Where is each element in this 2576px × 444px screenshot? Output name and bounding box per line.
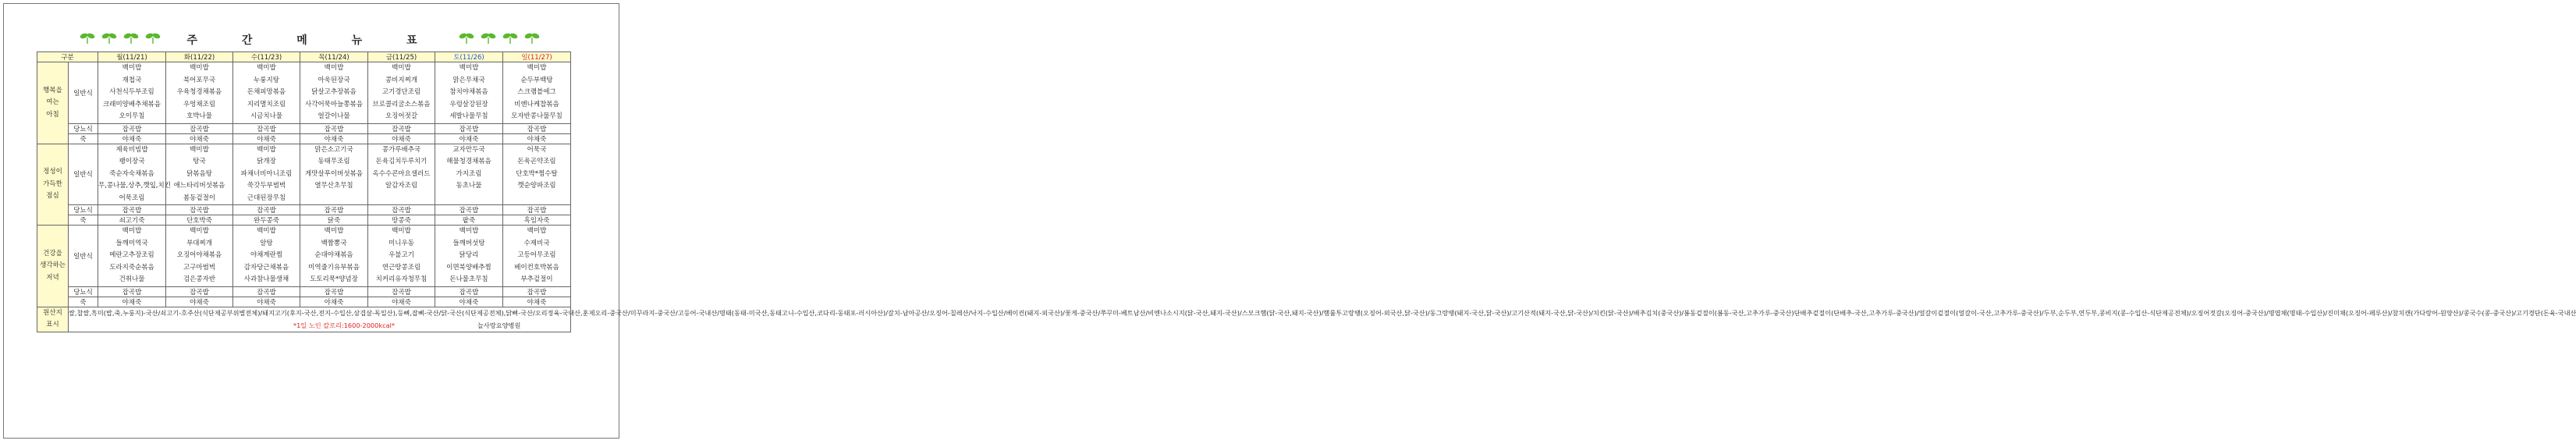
breakfast-sun-porridge: 야채죽 (503, 133, 571, 144)
dinner-tue-menu (166, 226, 233, 287)
dinner-fri-porridge: 야채죽 (368, 297, 435, 307)
menu-item: 야채계란찜 (250, 251, 283, 259)
breakfast-thu-diabetic: 잡곡밥 (300, 123, 368, 133)
menu-item: 어묵조림 (119, 194, 145, 202)
dinner-wed-diabetic: 잡곡밥 (233, 286, 300, 297)
breakfast-mon-menu (98, 62, 166, 124)
menu-item: 도라지죽순볶음 (109, 263, 154, 272)
lunch-wed-diabetic: 잡곡밥 (233, 205, 300, 215)
menu-item: 크래미양배추채볶음 (103, 100, 161, 108)
page-title: 주 간 메 뉴 표 (186, 34, 438, 47)
menu-item: 백미밥 (324, 64, 344, 72)
menu-item: 백미밥 (324, 227, 344, 235)
breakfast-sat-diabetic: 잡곡밥 (435, 123, 503, 133)
menu-item: 백미밥 (257, 227, 276, 235)
menu-item: 죽순자숙채볶음 (109, 169, 154, 178)
dinner-wed-menu (233, 226, 300, 287)
menu-item: 제육비빔밥 (115, 145, 148, 154)
menu-item: 우불고기 (389, 251, 414, 259)
breakfast-wed-diabetic: 잡곡밥 (233, 123, 300, 133)
breakfast-fri-menu (368, 62, 435, 124)
menu-item: 봄동겉절이 (183, 194, 216, 202)
menu-item: 백미밥 (122, 64, 142, 72)
breakfast-tue-menu (166, 62, 233, 124)
menu-item: 열무산초무침 (314, 182, 353, 190)
day-header-wed: 수(11/23) (233, 52, 300, 62)
calorie-note: *1일 노인 칼로리:1600-2000kcal* (293, 321, 395, 329)
menu-item: 닭당리 (459, 251, 479, 259)
porridge-diet-label: 죽 (69, 215, 98, 226)
lunch-tue-diabetic: 잡곡밥 (166, 205, 233, 215)
day-header-tue: 화(11/22) (166, 52, 233, 62)
lunch-mon-porridge: 쇠고기죽 (98, 215, 166, 226)
lunch-sun-diabetic: 잡곡밥 (503, 205, 571, 215)
day-header-mon: 월(11/21) (98, 52, 166, 62)
menu-item: 미니우동 (389, 239, 414, 247)
menu-body (37, 62, 2576, 332)
general-diet-label: 일반식 (69, 226, 98, 287)
lunch-sat-diabetic: 잡곡밥 (435, 205, 503, 215)
lunch-fri-porridge: 땅콩죽 (368, 215, 435, 226)
lunch-mon-diabetic: 잡곡밥 (98, 205, 166, 215)
menu-item: 도토리묵*양념장 (310, 275, 358, 283)
menu-item: 백미밥 (527, 227, 547, 235)
menu-item: 옥수수콘마요샐러드 (372, 169, 431, 178)
dinner-mon-diabetic: 잡곡밥 (98, 286, 166, 297)
menu-item: 오징어야채볶음 (176, 251, 222, 259)
dinner-sat-diabetic: 잡곡밥 (435, 286, 503, 297)
weekly-menu-table (37, 52, 2576, 332)
menu-item: 콩비지찌개 (385, 76, 418, 84)
origin-text: 쌀,찹쌀,흑미(밥,죽,누룽지)-국산/쇠고기-호주산(식단제공부위별전체)/돼지고기(후지-국산,전지-수입산,삼겹살-독일산),등뼈,잡뼈-국산/닭-국산(식단제공전체),닭뼈-국산/오리정육-국내산,훈제오리-중국산/미꾸라지-중국산/고등어-국내산/명태(동태-미국산,동태고니-수입산,코다리-동태포-러시아산)/갈치-남아공산/오징어-칠레산/낙지-수입산/베이컨(돼지-외국산)/꽃게-중국산/쭈꾸미-베트남산/비엔나소시지(닭-국산,돼지-국산)/스모크햄(닭-국산,돼지-국산)/햄룰투고랑땡(오징어-외국산,닭-국산)/동그랑땡(돼지-국산,닭-국산)/고기산적(돼지-국산,닭-국산)/치킨(닭-국산)/배추김치(중국산)/봄동겉절이(봄동-국산,고추가루-중국산)단배추겉절이(단배추-국산,고추가루-중국산)/얼갈이겉절이(얼갈이-국산,고추가루-중국산)/두부,순두부,연두부,콩비지(콩-수입산-식단제공전체)/오징어젓갈(오징어-중국산)/명엽채(명태-수입산)/진미채(오징어-페루산)/참치캔(가다랑어-원양산)/콩국수(콩-중국산)/고기경단(돈육-국내산 (69, 309, 2576, 318)
menu-item: 맑은소고기국 (314, 145, 353, 154)
menu-item: 백미밥 (190, 227, 209, 235)
dinner-mon-porridge: 야채죽 (98, 297, 166, 307)
menu-item: 동태무조림 (318, 158, 350, 165)
menu-item: 베이컨호박볶음 (514, 263, 559, 272)
menu-item: 백미밥 (459, 227, 479, 235)
breakfast-fri-diabetic: 잡곡밥 (368, 123, 435, 133)
menu-item: 돈채피망볶음 (247, 88, 286, 96)
menu-item: 북어포무국 (183, 76, 216, 84)
menu-item: 부대찌개 (186, 239, 212, 247)
menu-item: 동초나물 (456, 182, 482, 190)
dinner-thu-diabetic: 잡곡밥 (300, 286, 368, 297)
day-header-thu: 목(11/24) (300, 52, 368, 62)
general-diet-label: 일반식 (69, 62, 98, 124)
breakfast-sat-porridge: 야채죽 (435, 133, 503, 144)
lunch-sun-porridge: 흑임자죽 (503, 215, 571, 226)
dinner-sat-menu (435, 226, 503, 287)
dinner-general-row (37, 226, 571, 287)
menu-item: 가지조림 (456, 169, 482, 178)
menu-item: 들깨미역국 (115, 239, 148, 247)
day-header-sat: 토(11/26) (435, 52, 503, 62)
menu-item: 수제비국 (523, 239, 550, 247)
dinner-fri-diabetic: 잡곡밥 (368, 286, 435, 297)
gubun-header: 구분 (37, 52, 98, 62)
menu-item: 팽이장국 (119, 158, 145, 165)
lunch-thu-porridge: 닭죽 (300, 215, 368, 226)
menu-item: 부추겉절이 (520, 275, 553, 283)
menu-item: 돈육김치두루치기 (375, 158, 428, 165)
lunch-wed-porridge: 완두콩죽 (233, 215, 300, 226)
breakfast-mon-diabetic: 잡곡밥 (98, 123, 166, 133)
menu-item: 백미밥 (190, 64, 209, 72)
menu-item: 돈육곤약조림 (517, 158, 556, 165)
dinner-thu-porridge: 야채죽 (300, 297, 368, 307)
menu-item: 교자만두국 (452, 145, 485, 154)
lunch-general-row (37, 144, 571, 205)
hospital-name: 늘사랑요양병원 (477, 321, 521, 329)
lunch-fri-menu (368, 144, 435, 205)
lunch-wed-menu (233, 144, 300, 205)
menu-item: 백미밥 (392, 227, 411, 235)
menu-item: 사과참나물생채 (243, 275, 289, 283)
breakfast-sun-menu (503, 62, 571, 124)
breakfast-diabetic-row (37, 123, 571, 133)
menu-item: 알감자조림 (385, 182, 418, 190)
menu-item: 쑥갓두부범벅 (247, 182, 286, 190)
menu-item: 고구마범벅 (183, 263, 216, 272)
breakfast-general-row (37, 62, 571, 124)
menu-item: 우육청경채볶음 (176, 88, 222, 96)
dinner-sun-porridge: 야채죽 (503, 297, 571, 307)
menu-item: 깻순양파조림 (517, 182, 556, 190)
menu-item: 백미밥 (527, 64, 547, 72)
menu-item: 지리멸치조림 (247, 100, 286, 108)
menu-sheet (3, 3, 2576, 439)
menu-item: 닭볶음탕 (186, 169, 212, 178)
menu-item: 치커리유자청무침 (375, 275, 428, 283)
menu-item: 콩가루배추국 (381, 145, 421, 154)
menu-item: 오징어젓갈 (385, 112, 418, 120)
lunch-fri-diabetic: 잡곡밥 (368, 205, 435, 215)
dinner-wed-porridge: 야채죽 (233, 297, 300, 307)
breakfast-wed-menu (233, 62, 300, 124)
menu-item: 백미밥 (257, 64, 276, 72)
breakfast-mon-porridge: 야채죽 (98, 133, 166, 144)
menu-item: 파채너비아니조림 (240, 169, 293, 178)
title-row (4, 4, 620, 51)
breakfast-thu-porridge: 야채죽 (300, 133, 368, 144)
menu-item: 비엔나케찹볶음 (514, 100, 559, 108)
menu-item: 연근땅콩조림 (381, 263, 421, 272)
menu-item: 순대야채볶음 (314, 251, 353, 259)
menu-item: 브로콜리굴소스볶음 (372, 100, 431, 108)
origin-row (37, 307, 571, 332)
menu-item: 참치야채볶음 (449, 88, 488, 96)
menu-item: 시금치나물 (250, 112, 283, 120)
dinner-mon-menu (98, 226, 166, 287)
menu-item: 닭개장 (257, 158, 276, 165)
lunch-tue-porridge: 단호박죽 (166, 215, 233, 226)
menu-item: 고등어무조림 (517, 251, 556, 259)
menu-item: 오이무침 (119, 112, 145, 120)
menu-item: 세발나물무침 (449, 112, 488, 120)
menu-item: 백미밥 (392, 64, 411, 72)
dinner-porridge-row (37, 297, 571, 307)
general-diet-label: 일반식 (69, 144, 98, 205)
menu-item: 우렁살강된장 (449, 100, 488, 108)
sprout-icon (523, 30, 541, 44)
breakfast-label: 행복을 여는 아침 (37, 62, 69, 144)
menu-item: 사각어묵마늘쫑볶음 (305, 100, 363, 108)
lunch-sat-porridge: 팥죽 (435, 215, 503, 226)
dinner-tue-diabetic: 잡곡밥 (166, 286, 233, 297)
menu-item: 호박나물 (186, 112, 212, 120)
diabetic-diet-label: 당뇨식 (69, 205, 98, 215)
lunch-mon-menu (98, 144, 171, 205)
lunch-thu-diabetic: 잡곡밥 (300, 205, 368, 215)
menu-item: 이면북양배추찜 (446, 263, 491, 272)
menu-item: 아욱된장국 (318, 76, 350, 84)
breakfast-sun-diabetic: 잡곡밥 (503, 123, 571, 133)
menu-item: 재첩국 (122, 76, 142, 84)
dinner-sat-porridge: 야채죽 (435, 297, 503, 307)
dinner-fri-menu (368, 226, 435, 287)
menu-item: 순두부백탕 (520, 76, 553, 84)
menu-item: 백짬뽕국 (321, 239, 347, 247)
menu-item: 백미밥 (122, 227, 142, 235)
menu-item (300, 193, 367, 205)
menu-item: 닭살고추장볶음 (311, 88, 357, 96)
menu-item: 맑은무채국 (452, 76, 485, 84)
dinner-sun-menu (503, 226, 571, 287)
porridge-diet-label: 죽 (69, 133, 98, 144)
menu-item: 해물청경채볶음 (446, 158, 491, 165)
header-row (37, 52, 571, 62)
menu-item: 탕국 (193, 158, 206, 165)
lunch-sun-menu (503, 144, 571, 205)
breakfast-tue-porridge: 야채죽 (166, 133, 233, 144)
menu-item: 근대된장무침 (247, 194, 286, 202)
breakfast-sat-menu (435, 62, 503, 124)
menu-item: 무,콩나물,상추,깻잎,치킨 (98, 182, 171, 190)
menu-item: 건취나물 (119, 275, 145, 283)
breakfast-thu-menu (300, 62, 368, 124)
lunch-porridge-row (37, 215, 571, 226)
menu-item (368, 193, 435, 205)
diabetic-diet-label: 당뇨식 (69, 123, 98, 133)
lunch-thu-menu (300, 144, 368, 205)
lunch-diabetic-row (37, 205, 571, 215)
dinner-sun-diabetic: 잡곡밥 (503, 286, 571, 297)
menu-item: 백미밥 (459, 64, 479, 72)
lunch-label: 정성이 가득한 점심 (37, 144, 69, 226)
menu-item: 얼갈이나물 (318, 112, 350, 120)
lunch-sat-menu (435, 144, 503, 205)
menu-item: 알탕 (260, 239, 273, 247)
dinner-label: 건강을 생각하는 저녁 (37, 226, 69, 307)
menu-item: 애느타리버섯볶음 (173, 182, 225, 190)
menu-item: 스크램블에그 (517, 88, 556, 96)
sprout-icon (480, 30, 497, 44)
menu-item: 감자당근채볶음 (243, 263, 289, 272)
menu-item: 어묵국 (527, 145, 547, 154)
menu-item: 단호박*찜수탈 (516, 169, 558, 178)
menu-item: 게맛살푸이버섯볶음 (305, 169, 363, 178)
diabetic-diet-label: 당뇨식 (69, 286, 98, 297)
breakfast-tue-diabetic: 잡곡밥 (166, 123, 233, 133)
menu-item: 미역줄기유부볶음 (308, 263, 360, 272)
sprout-decoration-right (458, 30, 541, 44)
menu-item: 누룽지탕 (254, 76, 279, 84)
dinner-diabetic-row (37, 286, 571, 297)
menu-item: 고기경단조림 (381, 88, 421, 96)
menu-item: 검은콩자반 (183, 275, 216, 283)
menu-item: 들깨버섯탕 (452, 239, 485, 247)
menu-item: 돈나물초무침 (449, 275, 488, 283)
menu-item (435, 193, 502, 205)
notes-line (69, 320, 570, 331)
breakfast-fri-porridge: 야채죽 (368, 133, 435, 144)
origin-label: 원산지 표시 (37, 307, 69, 332)
dinner-tue-porridge: 야채죽 (166, 297, 233, 307)
sprout-icon (458, 30, 475, 44)
menu-item: 메란고추장조림 (109, 251, 154, 259)
breakfast-wed-porridge: 야채죽 (233, 133, 300, 144)
menu-item (503, 193, 570, 205)
breakfast-porridge-row (37, 133, 571, 144)
menu-item: 백미밥 (257, 145, 276, 154)
porridge-diet-label: 죽 (69, 297, 98, 307)
menu-item: 모자반콩나물무침 (511, 112, 562, 120)
menu-item: 사천식두부조림 (109, 88, 154, 96)
origin-info (69, 307, 2576, 332)
menu-item: 백미밥 (190, 145, 209, 154)
menu-item: 우엉채조림 (183, 100, 216, 108)
dinner-thu-menu (300, 226, 368, 287)
day-header-fri: 금(11/25) (368, 52, 435, 62)
lunch-tue-menu (166, 144, 233, 205)
day-header-sun: 일(11/27) (503, 52, 571, 62)
sprout-icon (502, 30, 519, 44)
